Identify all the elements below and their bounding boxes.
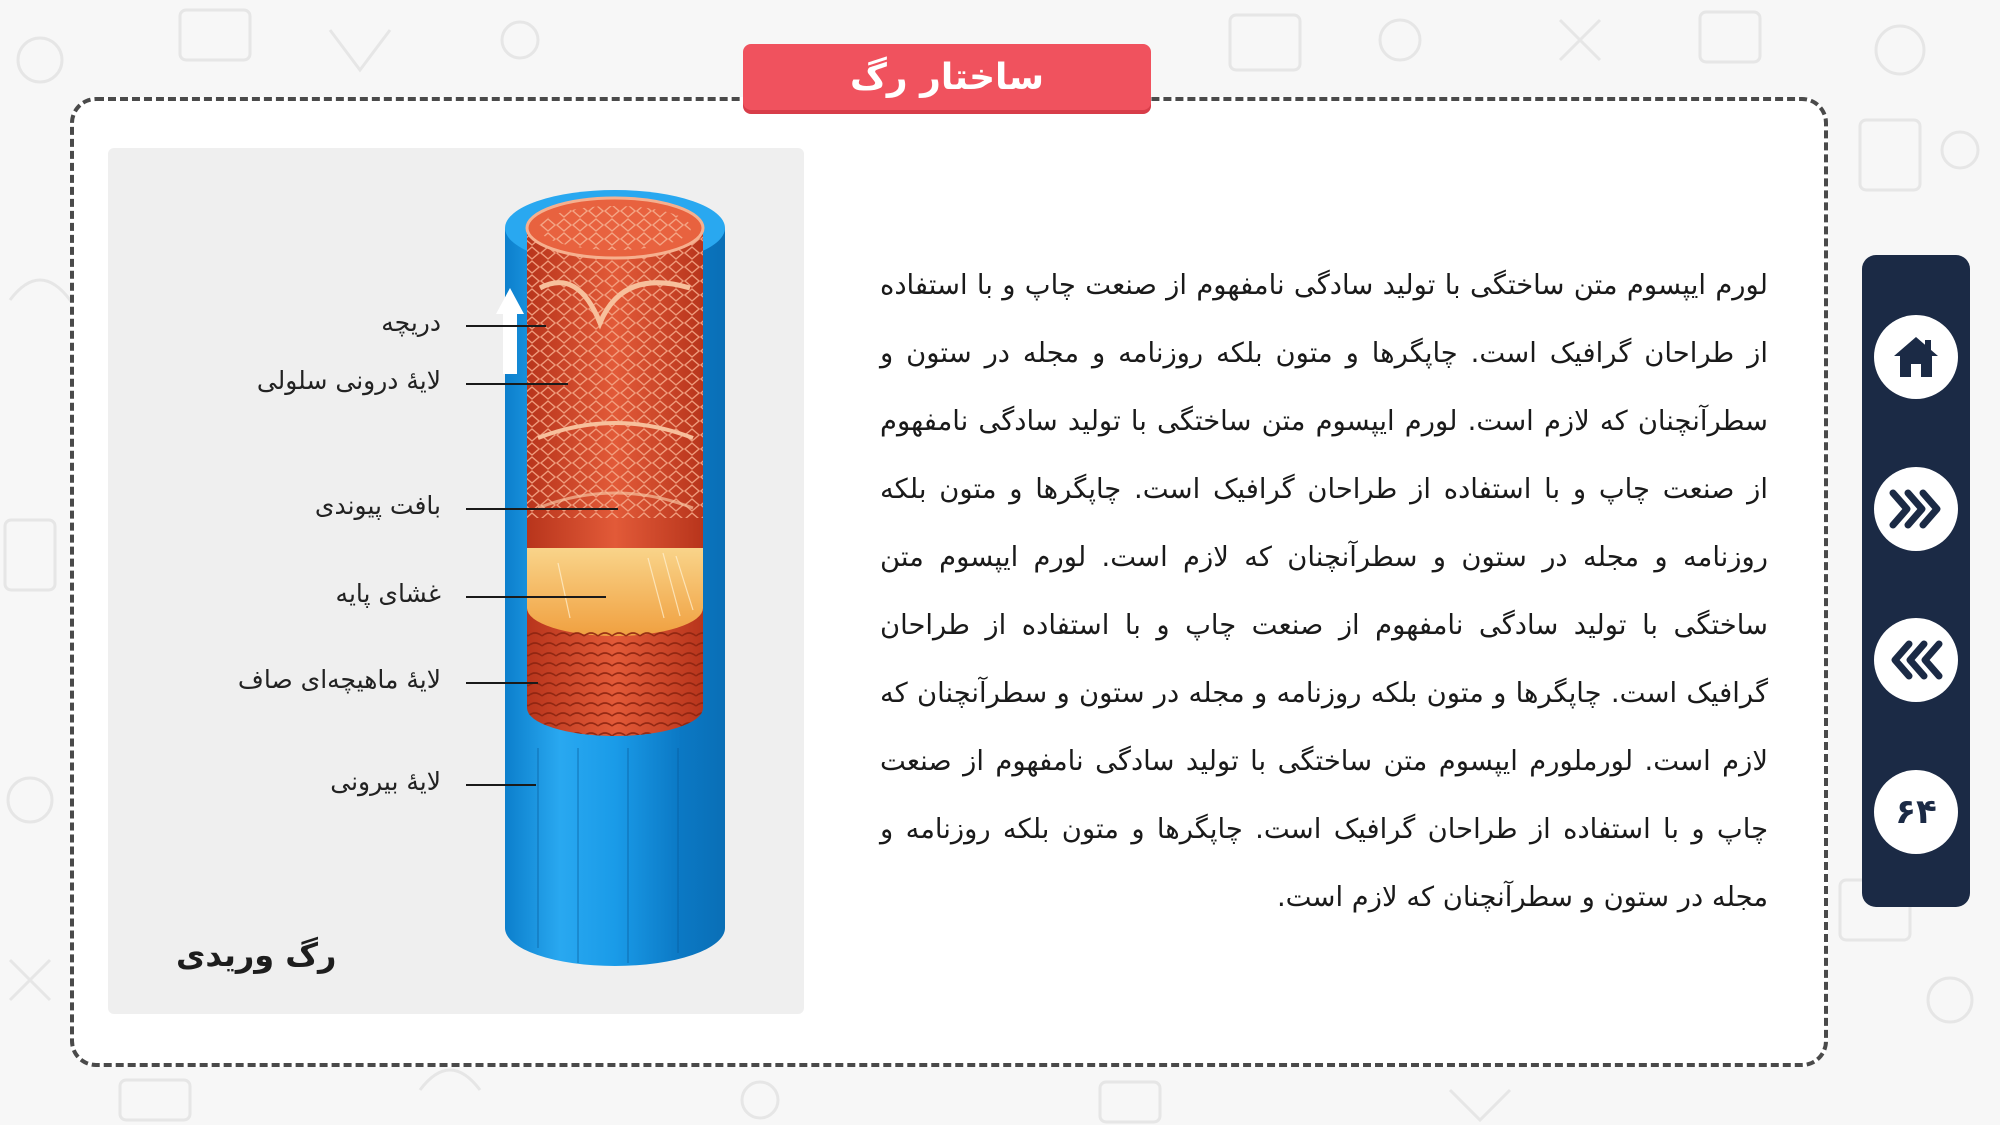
body-paragraph: لورم ایپسوم متن ساختگی با تولید سادگی نامفهوم از صنعت چاپ و با استفاده از طراحان گرافیک است. چاپگرها و متون بلکه روزنامه و مجله در ستون و سطرآنچنان که لازم است. لورم ایپسوم متن ساختگی با تولید سادگی نامفهوم از صنعت چاپ و با استفاده از طراحان گرافیک است. چاپگرها و متون بلکه روزنامه و مجله در ستون و سطرآنچنان که لازم است. لورم ایپسوم متن ساختگی با تولید سادگی نامفهوم از صنعت چاپ و با استفاده از طراحان گرافیک است. چاپگرها و متون بلکه روزنامه و مجله در ستون و سطرآنچنان که لازم است. لورملورم ایپسوم متن ساختگی با تولید سادگی نامفهوم از صنعت چاپ و با استفاده از طراحان گرافیک است. چاپگرها و متون بلکه روزنامه و مجله در ستون و سطرآنچنان که لازم است.	[880, 270, 1768, 913]
label-outer-layer: لایهٔ بیرونی	[330, 767, 441, 796]
label-endothelium: لایهٔ درونی سلولی	[256, 366, 441, 395]
double-chevron-right-icon	[1889, 489, 1943, 529]
home-icon	[1891, 334, 1941, 380]
page-number-badge	[1874, 770, 1958, 854]
figure-panel	[108, 148, 804, 1014]
previous-page-button[interactable]	[1874, 618, 1958, 702]
label-connective-tissue: بافت پیوندی	[314, 491, 441, 520]
home-button[interactable]	[1874, 315, 1958, 399]
next-page-button[interactable]	[1874, 467, 1958, 551]
side-navigation	[1862, 255, 1970, 907]
figure-title: رگ وریدی	[176, 936, 337, 974]
double-chevron-left-icon	[1889, 640, 1943, 680]
label-smooth-muscle: لایهٔ ماهیچه‌ای صاف	[237, 665, 441, 694]
page-title: ساختار رگ	[743, 44, 1151, 110]
page-number: ۶۴	[1895, 792, 1937, 832]
label-valve: دریچه	[381, 308, 441, 337]
label-basement-membrane: غشای پایه	[335, 579, 441, 608]
